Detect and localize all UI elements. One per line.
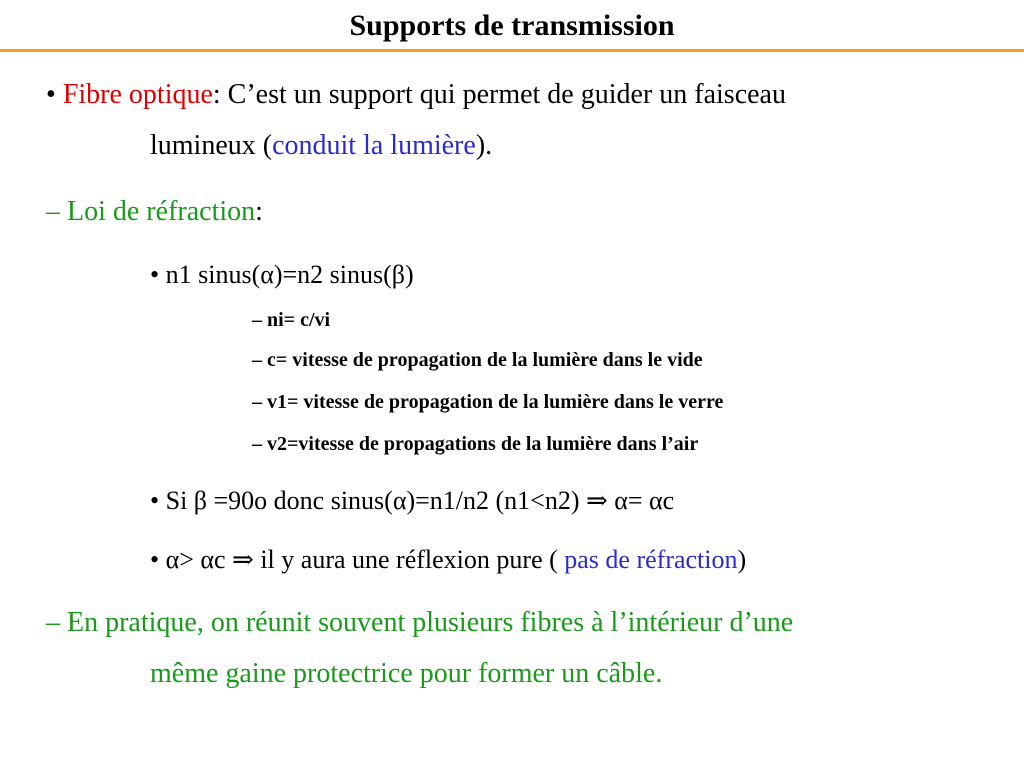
loi-dash: – (46, 196, 67, 227)
loi-term: Loi de réfraction (67, 196, 256, 227)
reflection-post: ) (737, 545, 747, 574)
loi-line (46, 195, 263, 229)
definition-item-v2: – v2=vitesse de propagations de la lumière dans l’air (252, 433, 699, 455)
practice-line-1: – En pratique, on réunit souvent plusieurs fibres à l’intérieur d’une (46, 607, 794, 638)
fibre-cont-post: ). (475, 130, 493, 161)
reflection-pre: • α> αc ⇒ il y aura une réflexion pure ( (150, 545, 565, 574)
reflection-highlight: pas de réfraction (564, 545, 738, 574)
fibre-line (46, 78, 786, 112)
reflection-line (150, 544, 746, 576)
definition-item-ni: – ni= c/vi (252, 309, 331, 331)
snell-formula: • n1 sinus(α)=n2 sinus(β) (150, 260, 414, 289)
slide-title: Supports de transmission (349, 9, 675, 42)
critical-angle-line: • Si β =90o donc sinus(α)=n1/n2 (n1<n2) ⇒ α= αc (150, 486, 675, 515)
definition-item-v1: – v1= vitesse de propagation de la lumière dans le verre (252, 391, 724, 413)
fibre-cont-pre: lumineux ( (150, 130, 273, 161)
fibre-term: Fibre optique (62, 79, 213, 110)
definition-item-c: – c= vitesse de propagation de la lumière dans le vide (252, 349, 703, 371)
fibre-bullet: • (46, 79, 63, 110)
fibre-cont-highlight: conduit la lumière (272, 130, 476, 161)
fibre-continuation (150, 129, 492, 163)
loi-colon: : (255, 196, 263, 227)
practice-line-2: même gaine protectrice pour former un câble. (150, 658, 663, 689)
fibre-definition: : C’est un support qui permet de guider un faisceau (212, 79, 786, 110)
title-underline (0, 49, 1024, 52)
